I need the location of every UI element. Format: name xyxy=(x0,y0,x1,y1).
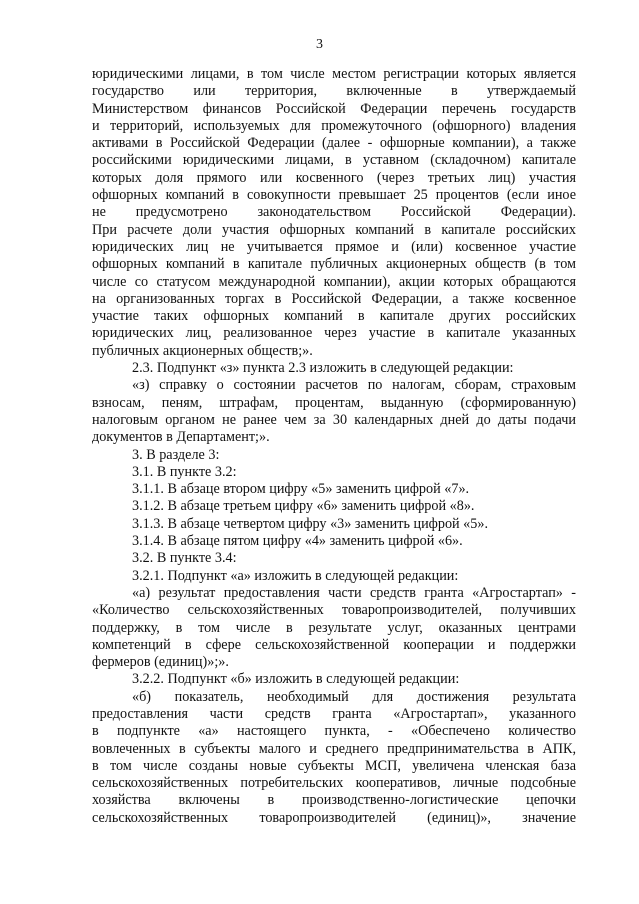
text-line: сельскохозяйственных товаропроизводителей (единиц)», значение xyxy=(92,809,576,826)
text-line: взносам, пеням, штрафам, процентам, выданную (сформированную) xyxy=(92,394,576,411)
text-line: офшорных компаний в капитале публичных акционерных обществ (в том xyxy=(92,256,576,273)
text-line: не предусмотрено законодательством Российской Федерации). xyxy=(92,204,576,221)
text-line: вовлеченных в субъекты малого и среднего предпринимательства в АПК, xyxy=(92,740,576,757)
text-line: предоставления части средств гранта «Агростартап», указанного xyxy=(92,705,576,722)
text-line: российскими юридическими лицами, в уставном (складочном) капитале xyxy=(92,152,576,169)
text-line: активами в Российской Федерации (далее - офшорные компании), а также xyxy=(92,135,576,152)
text-line: 3.1.1. В абзаце втором цифру «5» заменить цифрой «7». xyxy=(132,481,470,498)
text-line: 3.2.1. Подпункт «а» изложить в следующей редакции: xyxy=(132,567,459,584)
page-number: 3 xyxy=(316,37,323,52)
text-line: 3. В разделе 3: xyxy=(132,446,220,463)
text-line: «з) справку о состоянии расчетов по налогам, сборам, страховым xyxy=(132,377,576,394)
text-line: документов в Департамент;». xyxy=(92,429,270,446)
text-line: участие таких офшорных компаний в капитале других российских xyxy=(92,308,576,325)
text-line: юридических лиц, реализованное через участие в капитале указанных xyxy=(92,325,576,342)
text-line: хозяйства включены в производственно-логистические цепочки xyxy=(92,792,576,809)
text-line: в том числе созданы новые субъекты МСП, увеличена членская база xyxy=(92,757,576,774)
text-line: 3.1. В пункте 3.2: xyxy=(132,463,237,480)
text-line: При расчете доли участия офшорных компаний в капитале российских xyxy=(92,221,576,238)
text-line: Министерством финансов Российской Федерации перечень государств xyxy=(92,100,576,117)
text-line: 3.1.4. В абзаце пятом цифру «4» заменить цифрой «6». xyxy=(132,533,463,550)
text-line: которых доля прямого или косвенного (через третьих лиц) участия xyxy=(92,169,576,186)
text-line: фермеров (единиц)»;». xyxy=(92,654,229,671)
text-line: государство или территория, включенные в утверждаемый xyxy=(92,83,576,100)
text-line: «а) результат предоставления части средств гранта «Агростартап» - xyxy=(132,584,576,601)
text-line: офшорных компаний в совокупности превышает 25 процентов (если иное xyxy=(92,187,576,204)
text-line: числе со статусом международной компании), акции которых обращаются xyxy=(92,273,576,290)
text-line: «б) показатель, необходимый для достижения результата xyxy=(132,688,576,705)
text-line: компетенций в сфере сельскохозяйственной кооперации и поддержки xyxy=(92,636,576,653)
document-body xyxy=(92,66,576,827)
text-line: 3.1.2. В абзаце третьем цифру «6» заменить цифрой «8». xyxy=(132,498,475,515)
text-line: налоговым органом не ранее чем за 30 календарных дней до даты подачи xyxy=(92,411,576,428)
text-line: поддержку, в том числе в результате услуг, оказанных центрами xyxy=(92,619,576,636)
text-line: «Количество сельскохозяйственных товаропроизводителей, получивших xyxy=(92,602,576,619)
text-line: на организованных торгах в Российской Федерации, а также косвенное xyxy=(92,290,576,307)
text-line: 3.2. В пункте 3.4: xyxy=(132,550,237,567)
text-line: в подпункте «а» настоящего пункта, - «Обеспечено количество xyxy=(92,723,576,740)
text-line: публичных акционерных обществ;». xyxy=(92,342,313,359)
text-line: сельскохозяйственных потребительских кооперативов, личные подсобные xyxy=(92,775,576,792)
text-line: и территорий, используемых для промежуточного (офшорного) владения xyxy=(92,117,576,134)
text-line: 2.3. Подпункт «з» пункта 2.3 изложить в следующей редакции: xyxy=(132,360,514,377)
text-line: 3.2.2. Подпункт «б» изложить в следующей редакции: xyxy=(132,671,460,688)
text-line: юридическими лицами, в том числе местом регистрации которых является xyxy=(92,66,576,82)
text-line: 3.1.3. В абзаце четвертом цифру «3» заменить цифрой «5». xyxy=(132,515,489,532)
text-line: юридических лиц не учитывается прямое и (или) косвенное участие xyxy=(92,238,576,255)
